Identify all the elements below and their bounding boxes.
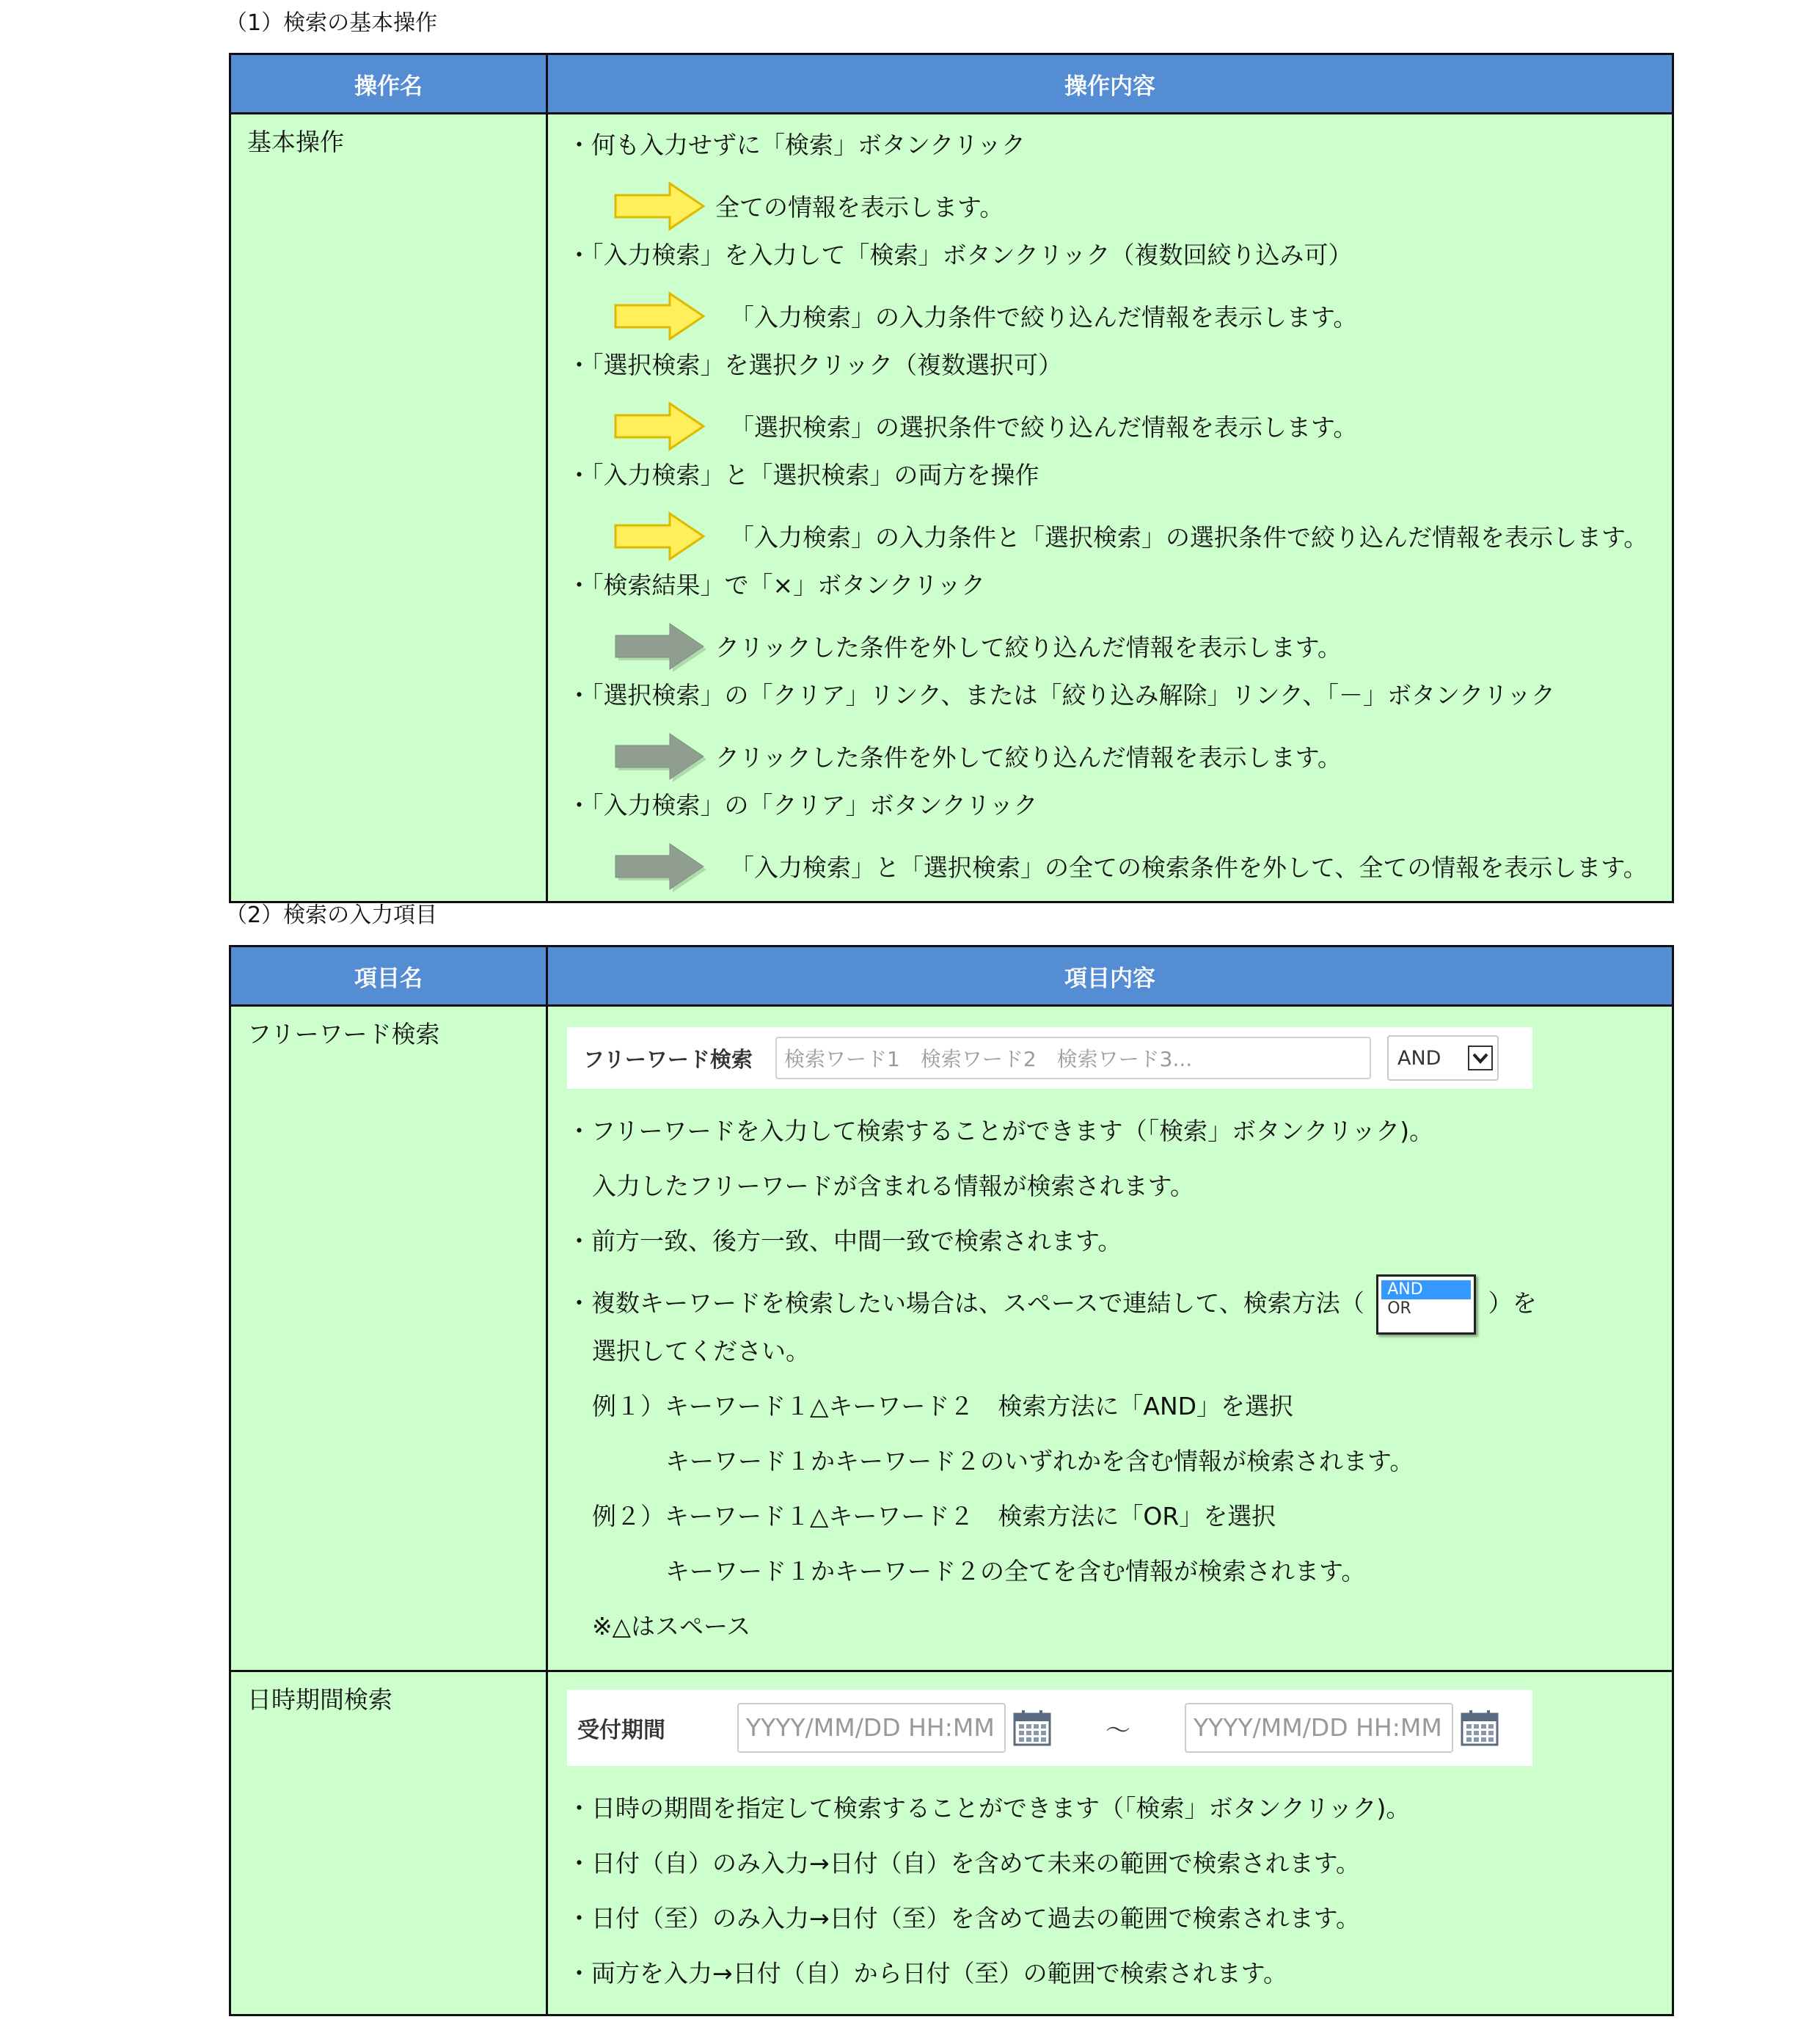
freeword-search-widget	[567, 1027, 1532, 1089]
operation-item: ・「検索結果」で「×」ボタンクリック	[567, 571, 986, 599]
column-header-operation-content: 操作内容	[547, 54, 1673, 114]
operation-result-text: 「選択検索」の選択条件で絞り込んだ情報を表示します。	[730, 413, 1358, 442]
operation-result-text: クリックした条件を外して絞り込んだ情報を表示します。	[715, 743, 1342, 772]
date-to-input[interactable]: YYYY/MM/DD HH:MM	[1185, 1703, 1453, 1753]
search-mode-select[interactable]	[1387, 1035, 1499, 1081]
datetime-line3: ・日付（至）のみ入力→日付（至）を含めて過去の範囲で検索されます。	[567, 1904, 1361, 1933]
freeword-line3: ・前方一致、後方一致、中間一致で検索されます。	[567, 1227, 1122, 1255]
column-header-item-name: 項目名	[230, 946, 547, 1006]
dropdown-option-and: AND	[1381, 1280, 1471, 1299]
date-range-widget	[567, 1690, 1532, 1766]
column-header-item-content: 項目内容	[547, 946, 1673, 1006]
right-arrow-icon	[613, 180, 708, 232]
freeword-line4-pre: ・複数キーワードを検索したい場合は、スペースで連結して、検索方法（	[567, 1288, 1364, 1318]
operation-result-text: 「入力検索」の入力条件と「選択検索」の選択条件で絞り込んだ情報を表示します。	[730, 523, 1648, 552]
datetime-line4: ・両方を入力→日付（自）から日付（至）の範囲で検索されます。	[567, 1959, 1288, 1988]
operation-result-text: 全ての情報を表示します。	[715, 193, 1004, 222]
operation-result-text: クリックした条件を外して絞り込んだ情報を表示します。	[715, 633, 1342, 662]
example2: 例２）キーワード１△キーワード２ 検索方法に「OR」を選択	[592, 1502, 1276, 1530]
section2-title: （2）検索の入力項目	[225, 902, 438, 928]
section1-title: （1）検索の基本操作	[225, 10, 438, 36]
reception-period-label: 受付期間	[577, 1718, 665, 1743]
operation-result	[567, 839, 1657, 894]
right-arrow-icon	[613, 841, 708, 892]
operation-item: ・「選択検索」を選択クリック（複数選択可）	[567, 351, 1063, 379]
date-from-input[interactable]: YYYY/MM/DD HH:MM	[737, 1703, 1006, 1753]
column-header-operation-name: 操作名	[230, 54, 547, 114]
search-mode-value: AND	[1397, 1046, 1441, 1070]
row-name-label: 日時期間検索	[247, 1685, 392, 1714]
operation-result	[567, 178, 1657, 233]
datetime-line2: ・日付（自）のみ入力→日付（自）を含めて未来の範囲で検索されます。	[567, 1849, 1361, 1878]
operation-item: ・何も入力せずに「検索」ボタンクリック	[567, 131, 1026, 159]
freeword-line2: 入力したフリーワードが含まれる情報が検索されます。	[592, 1172, 1195, 1200]
row-name-basic	[230, 114, 547, 902]
input-items-table	[229, 945, 1674, 2016]
space-note: ※△はスペース	[592, 1612, 751, 1641]
row-name-label: フリーワード検索	[247, 1020, 440, 1048]
operation-item: ・「入力検索」と「選択検索」の両方を操作	[567, 461, 1039, 489]
operation-result	[567, 508, 1657, 563]
freeword-cell	[547, 1006, 1673, 1671]
chevron-down-icon	[1468, 1046, 1493, 1070]
operation-result	[567, 288, 1657, 343]
right-arrow-icon	[613, 621, 708, 672]
datetime-cell	[547, 1671, 1673, 2015]
right-arrow-icon	[613, 291, 708, 342]
row-name-freeword	[230, 1006, 547, 1671]
right-arrow-icon	[613, 731, 708, 782]
freeword-line4	[567, 1274, 1657, 1329]
example1-desc: キーワード１かキーワード２のいずれかを含む情報が検索されます。	[665, 1447, 1414, 1475]
operations-cell	[547, 114, 1673, 902]
operation-result-text: 「入力検索」と「選択検索」の全ての検索条件を外して、全ての情報を表示します。	[730, 853, 1648, 882]
freeword-line1: ・フリーワードを入力して検索することができます（「検索」ボタンクリック)。	[567, 1117, 1434, 1145]
example1: 例１）キーワード１△キーワード２ 検索方法に「AND」を選択	[592, 1392, 1294, 1420]
row-name-label: 基本操作	[247, 128, 344, 156]
calendar-icon[interactable]	[1013, 1710, 1051, 1746]
operation-result	[567, 398, 1657, 453]
operation-item: ・「選択検索」の「クリア」リンク、または「絞り込み解除」リンク、「－」ボタンクリック	[567, 681, 1556, 709]
example2-desc: キーワード１かキーワード２の全てを含む情報が検索されます。	[665, 1557, 1366, 1586]
range-tilde: ～	[1105, 1715, 1130, 1745]
freeword-line4-post: ）を	[1488, 1288, 1537, 1318]
freeword-line5: 選択してください。	[592, 1337, 810, 1365]
freeword-label: フリーワード検索	[583, 1046, 753, 1072]
right-arrow-icon	[613, 401, 708, 452]
operation-item: ・「入力検索」の「クリア」ボタンクリック	[567, 791, 1038, 820]
and-or-dropdown-image	[1376, 1274, 1476, 1335]
operation-result-text: 「入力検索」の入力条件で絞り込んだ情報を表示します。	[730, 303, 1358, 332]
datetime-line1: ・日時の期間を指定して検索することができます（「検索」ボタンクリック)。	[567, 1794, 1411, 1822]
operation-result	[567, 619, 1657, 674]
basic-operations-table	[229, 53, 1674, 903]
dropdown-option-or: OR	[1387, 1299, 1411, 1318]
calendar-icon[interactable]	[1461, 1710, 1499, 1746]
freeword-input[interactable]: 検索ワード1 検索ワード2 検索ワード3...	[775, 1037, 1371, 1079]
right-arrow-icon	[613, 511, 708, 562]
row-name-datetime	[230, 1671, 547, 2015]
operations-list	[548, 114, 1672, 901]
operation-result	[567, 729, 1657, 784]
operation-item: ・「入力検索」を入力して「検索」ボタンクリック（複数回絞り込み可）	[567, 241, 1353, 269]
